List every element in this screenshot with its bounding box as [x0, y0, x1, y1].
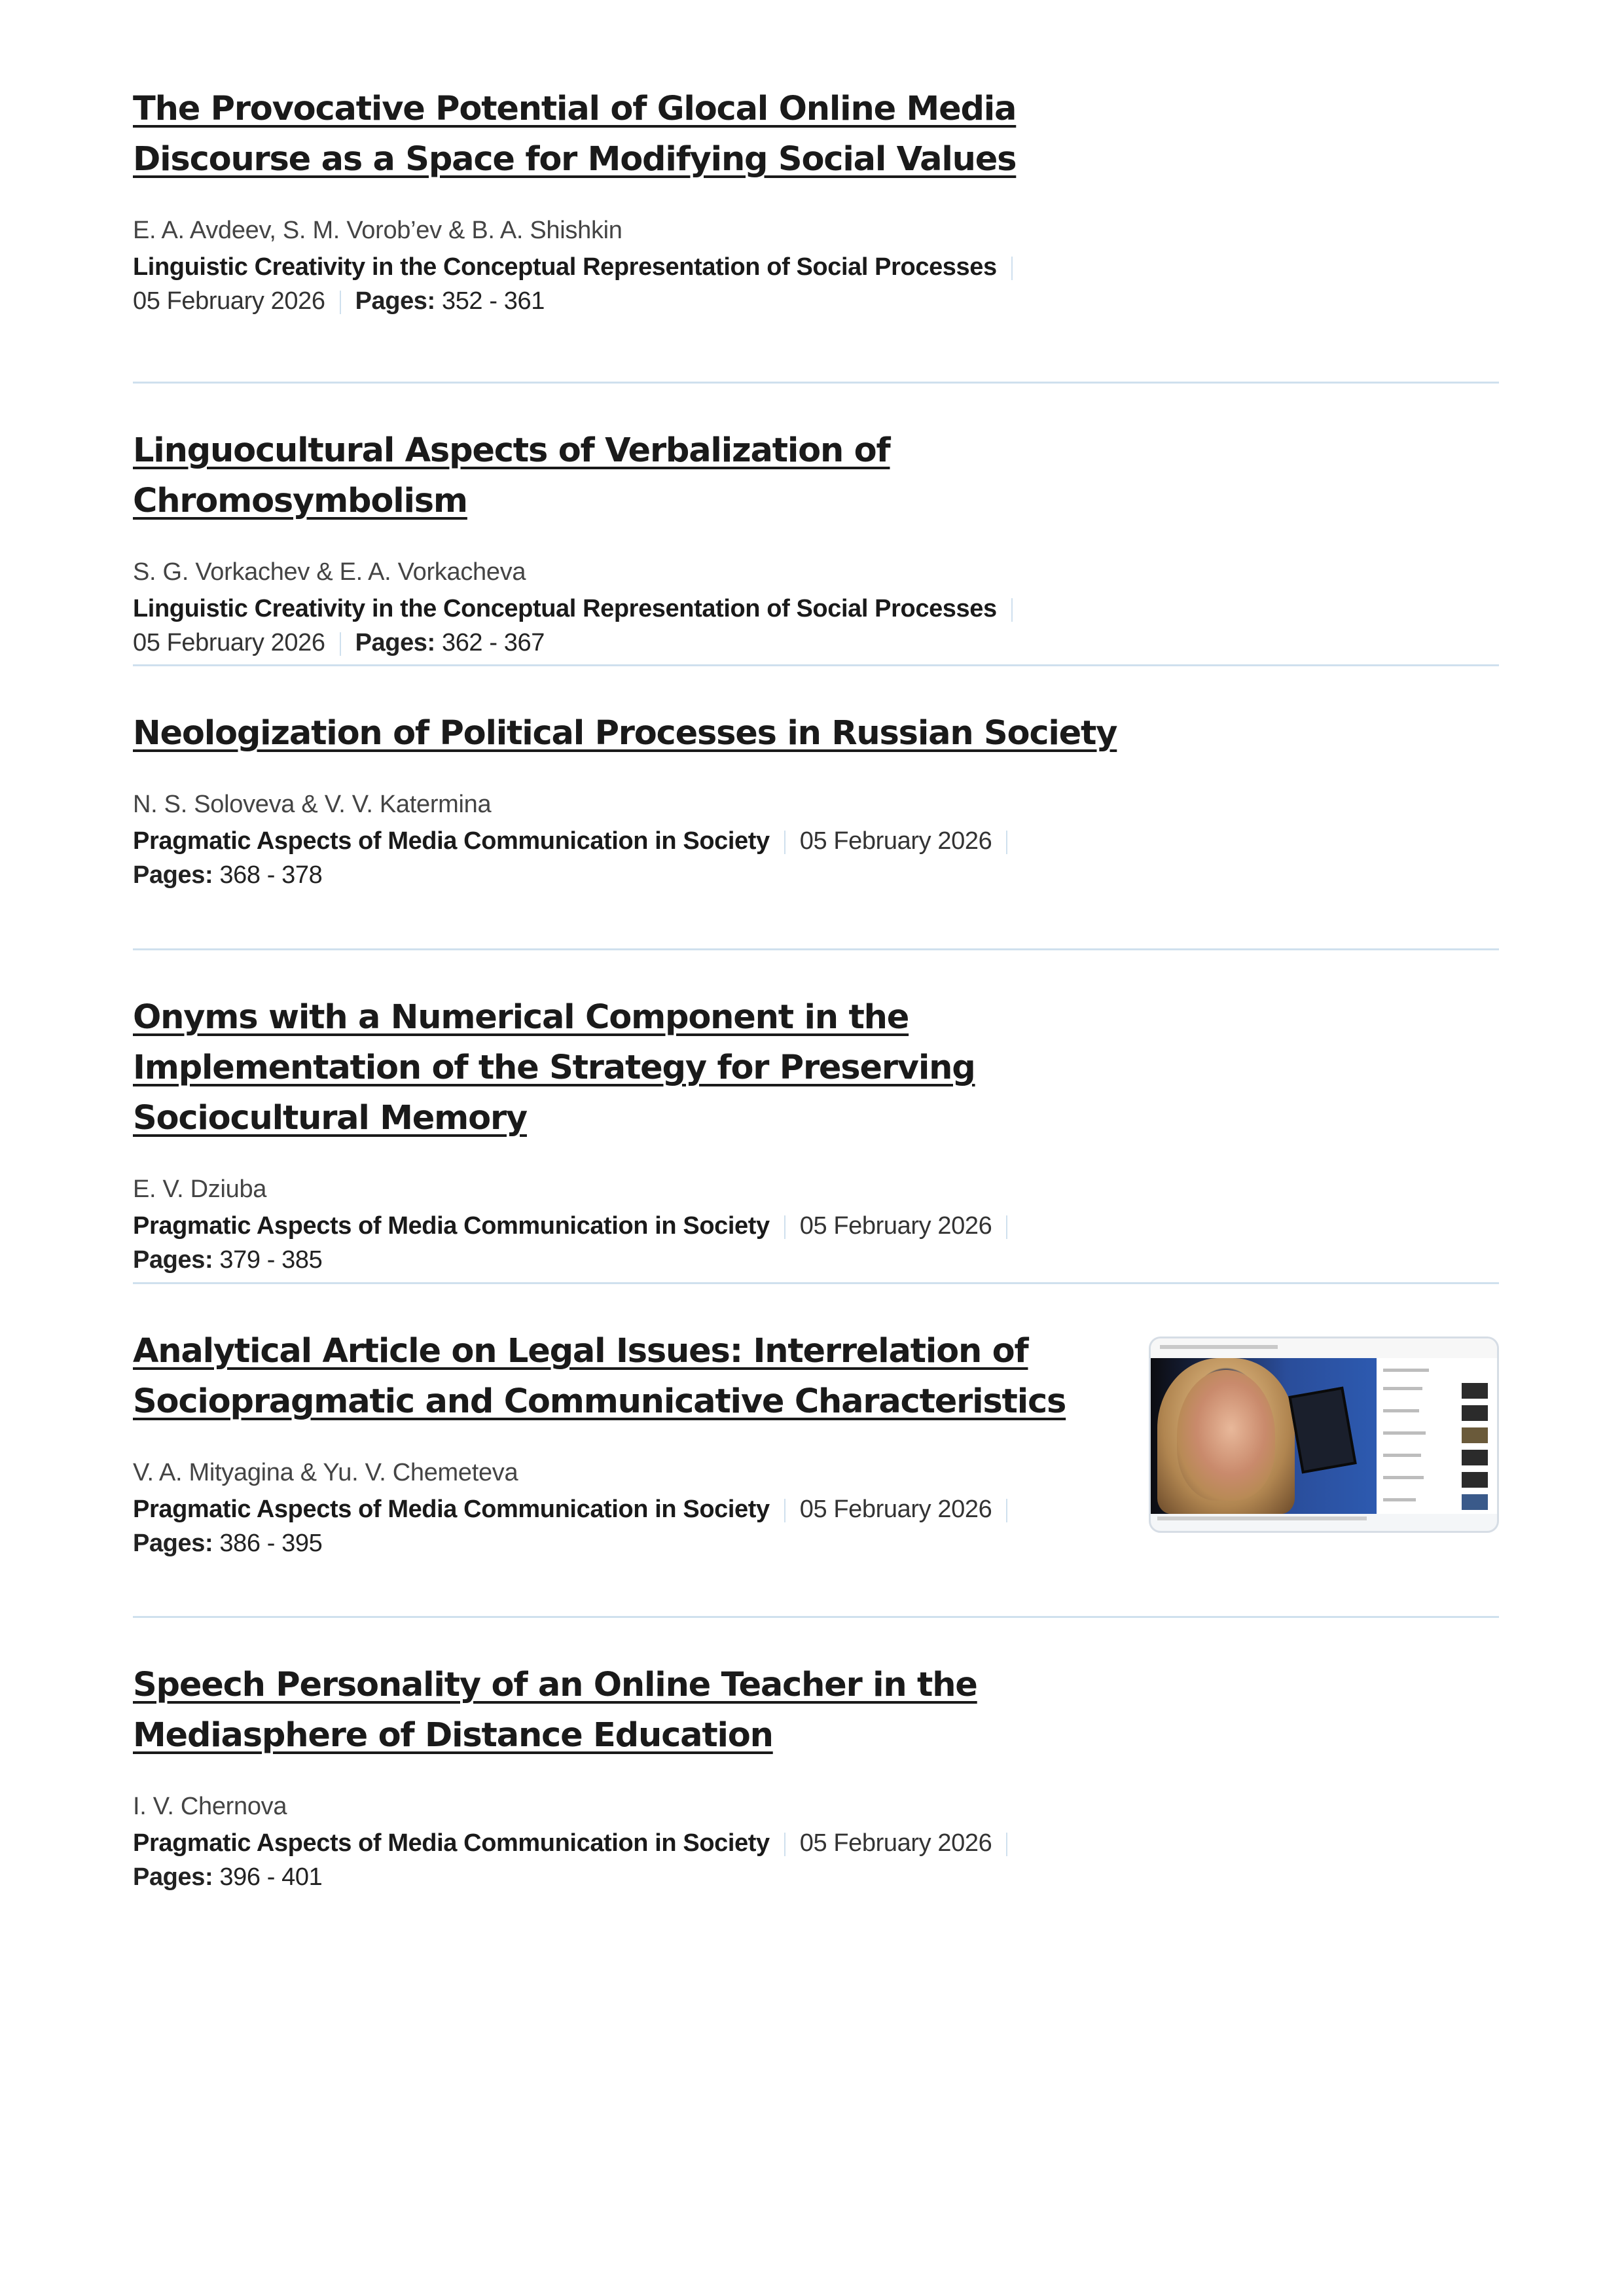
- article-thumbnail-image[interactable]: [1149, 1336, 1499, 1533]
- article-date: 05 February 2026: [799, 1829, 992, 1857]
- article-section[interactable]: Linguistic Creativity in the Conceptual Representation of Social Processes: [133, 253, 997, 281]
- article-item: [133, 384, 1499, 666]
- article-authors: S. G. Vorkachev & E. A. Vorkacheva: [133, 558, 526, 586]
- meta-separator: [1006, 831, 1007, 854]
- meta-separator: [340, 291, 341, 314]
- article-title-link[interactable]: Neologization of Political Processes in Russian Society: [133, 714, 1117, 753]
- article-title-link[interactable]: The Provocative Potential of Glocal Online Media Discourse as a Space for Modifying Social Values: [133, 90, 1017, 179]
- article-title-link[interactable]: Analytical Article on Legal Issues: Interrelation of Sociopragmatic and Communicative Characteristics: [133, 1332, 1066, 1421]
- article-pages: Pages: 362 - 367: [355, 629, 545, 656]
- article-item: [133, 1284, 1499, 1618]
- article-item: [133, 84, 1499, 384]
- meta-separator: [784, 1215, 785, 1239]
- meta-separator: [784, 1833, 785, 1856]
- article-section[interactable]: Pragmatic Aspects of Media Communication in Society: [133, 1212, 770, 1240]
- article-meta: [133, 1826, 1115, 1894]
- thumbnail-caption: [1157, 1516, 1367, 1520]
- article-date: 05 February 2026: [799, 1496, 992, 1523]
- article-meta: [133, 250, 1115, 318]
- article-meta: [133, 592, 1115, 660]
- meta-separator: [784, 831, 785, 854]
- article-meta: [133, 1492, 1115, 1560]
- article-section[interactable]: Pragmatic Aspects of Media Communication in Society: [133, 1829, 770, 1857]
- article-authors: N. S. Soloveva & V. V. Katermina: [133, 791, 492, 818]
- article-list: [133, 84, 1499, 1919]
- meta-separator: [1006, 1215, 1007, 1239]
- article-item: [133, 950, 1499, 1284]
- article-section[interactable]: Pragmatic Aspects of Media Communication in Society: [133, 827, 770, 855]
- meta-separator: [1006, 1833, 1007, 1856]
- article-section[interactable]: Linguistic Creativity in the Conceptual Representation of Social Processes: [133, 595, 997, 622]
- article-date: 05 February 2026: [133, 629, 325, 656]
- article-meta: [133, 1209, 1115, 1277]
- article-pages: Pages: 352 - 361: [355, 287, 545, 315]
- article-date: 05 February 2026: [133, 287, 325, 315]
- article-title-link[interactable]: Linguocultural Aspects of Verbalization of Chromosymbolism: [133, 431, 890, 520]
- article-title-link[interactable]: Onyms with a Numerical Component in the Implementation of the Strategy for Preserving Sociocultural Memory: [133, 998, 975, 1138]
- article-meta: [133, 824, 1115, 892]
- article-item: [133, 666, 1499, 950]
- article-authors: E. A. Avdeev, S. M. Vorob’ev & B. A. Shishkin: [133, 217, 623, 244]
- article-title-link[interactable]: Speech Personality of an Online Teacher in the Mediasphere of Distance Education: [133, 1666, 977, 1755]
- article-authors: V. A. Mityagina & Yu. V. Chemeteva: [133, 1459, 518, 1486]
- article-authors: E. V. Dziuba: [133, 1175, 267, 1203]
- article-authors: I. V. Chernova: [133, 1793, 287, 1820]
- meta-separator: [1006, 1499, 1007, 1522]
- article-pages: Pages: 379 - 385: [133, 1246, 323, 1274]
- meta-separator: [340, 632, 341, 656]
- article-item: [133, 1618, 1499, 1919]
- article-pages: Pages: 396 - 401: [133, 1863, 323, 1891]
- thumbnail-sidebar: [1377, 1358, 1499, 1514]
- article-date: 05 February 2026: [799, 1212, 992, 1240]
- meta-separator: [1011, 598, 1013, 622]
- article-date: 05 February 2026: [799, 827, 992, 855]
- meta-separator: [1011, 257, 1013, 280]
- thumbnail-photo: [1151, 1358, 1377, 1514]
- article-pages: Pages: 386 - 395: [133, 1530, 323, 1557]
- article-pages: Pages: 368 - 378: [133, 861, 323, 889]
- article-section[interactable]: Pragmatic Aspects of Media Communication in Society: [133, 1496, 770, 1523]
- thumbnail-topbar: [1151, 1338, 1497, 1358]
- meta-separator: [784, 1499, 785, 1522]
